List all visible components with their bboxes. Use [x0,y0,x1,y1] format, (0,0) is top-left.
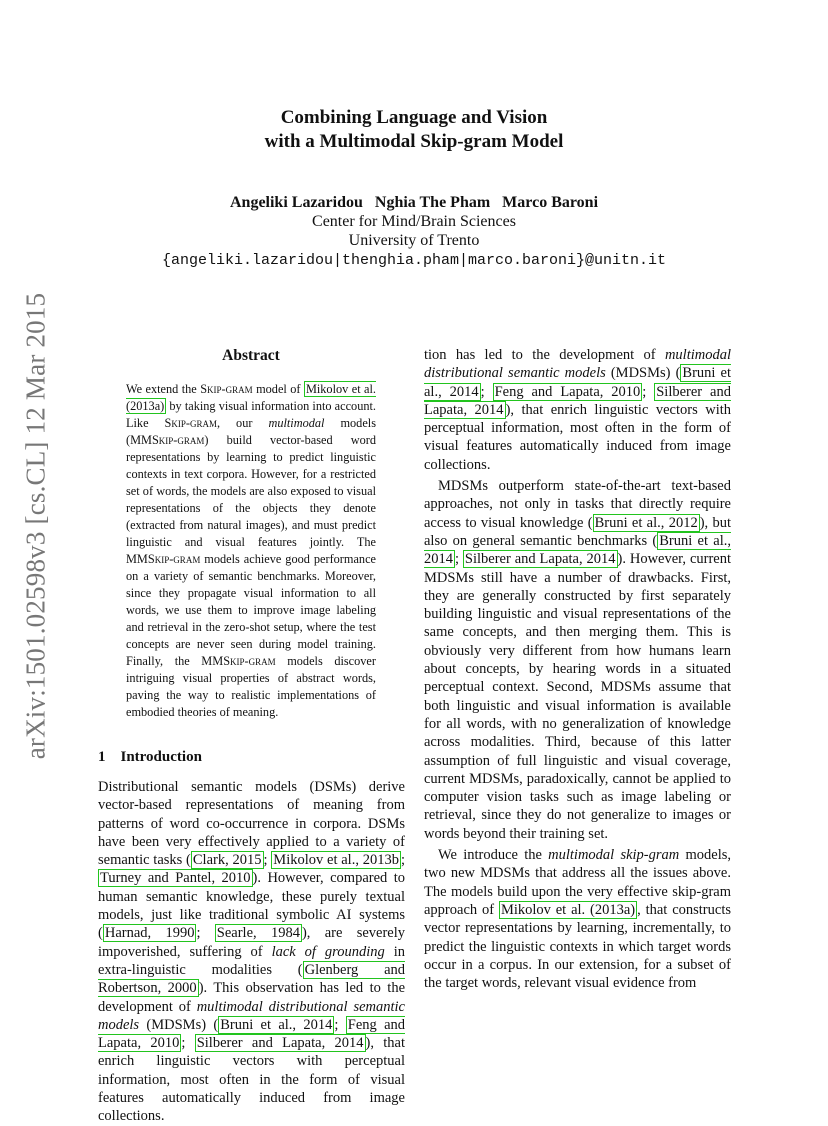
abstract-body: We extend the Skip-gram model of Mikolov et al. (2013a) by taking visual information into account. Like Skip-gram, our multimodal models (MMSkip-gram) build vector-based word representations by learning to predict linguistic contexts in text corpora. However, for a restricted set of words, the models are also exposed to visual representations of the objects they denote (extracted from natural images), and must predict linguistic and visual features jointly. The MMSkip-gram models achieve good performance on a variety of semantic benchmarks. Moreover, since they propagate visual information to all words, we use them to improve image labeling and retrieval in the zero-shot setup, where the test concepts are never seen during model training. Finally, the MMSkip-gram models discover intriguing visual properties of abstract words, paving the way to realistic implementations of embodied theories of meaning. [126,382,376,719]
citation-link[interactable]: Mikolov et al., 2013b [273,852,399,869]
paper-title-line-2: with a Multimodal Skip-gram Model [264,131,564,152]
paper-title-line-1: Combining Language and Vision [280,107,548,128]
right-column [424,346,732,992]
citation-link[interactable]: Feng and Lapata, 2010 [494,383,641,400]
citation-link[interactable]: Feng and Lapata, 2010 [98,1016,406,1052]
section-number: 1 [98,749,106,765]
author-emails: {angeliki.lazaridou|thenghia.pham|marco.baroni}@unitn.it [161,252,667,269]
citation-link[interactable]: Glenberg and Robertson, 2000 [98,961,406,997]
citation-link[interactable]: Silberer and Lapata, 2014 [424,383,731,418]
citation-link[interactable]: Bruni et al., 2012 [594,514,698,531]
citation-link[interactable]: Mikolov et al. (2013a) [500,901,636,918]
intro-paragraph-left: Distributional semantic models (DSMs) derive vector-based representations of meaning from patterns of word co-occurrence in corpora. DSMs have been very effectively applied to a variety of semantic tasks ( Clark, 2015 ; Mikolov et al., 2013b ; Turney and Pantel, 2010 ). However, compared to human semantic knowledge, these purely textual models, just like traditional symbolic AI systems ( Harnad, 1990 ; Searle, 1984 ), are severely impoverished, suffering of lack of grounding in extra-linguistic modalities ( Glenberg and Robertson, 2000 ). This observation has led to the development of multimodal distributional semantic models (MDSMs) ( Bruni et al., 2014 ; Feng and Lapata, 2010 ; Silberer and Lapata, 2014 ), that enrich linguistic vectors with perceptual information, most often in the form of visual features automatically induced from image collections. [98,779,406,1125]
author-list: Angeliki Lazaridou Nghia The Pham Marco Baroni [229,194,599,211]
arxiv-identifier-sidebar [16,286,56,766]
citation-link[interactable]: Bruni et al., 2014 [424,365,731,400]
section-heading-introduction [98,749,202,766]
citation-link[interactable]: Searle, 1984 [216,925,300,942]
affiliation-line-2: University of Trento [348,232,480,249]
citation-link[interactable]: Bruni et al., 2014 [220,1016,333,1033]
arxiv-identifier: arXiv:1501.02598v3 [cs.CL] 12 Mar 2015 [20,292,51,760]
intro-paragraph-continued: tion has led to the development of multimodal distributional semantic models (MDSMs) ( Bruni et al., 2014 ; Feng and Lapata, 2010 ; Silberer and Lapata, 2014 ), that enrich linguistic vectors with perceptual information, most often in the form of visual features automatically induced from image collections. [424,347,732,473]
intro-paragraph-2: MDSMs outperform state-of-the-art text-based approaches, not only in tasks that directly require access to visual knowledge ( Bruni et al., 2012 ), but also on general semantic benchmarks ( Bruni et al., 2014 ; Silberer and Lapata, 2014 ). However, current MDSMs still have a number of drawbacks. First, they are generally constructed by first separately building linguistic and visual representations of the same concepts, and then merging them. This is obviously very different from how humans learn about concepts, by hearing words in a situated perceptual context. Second, MDSMs assume that both linguistic and visual information is available for all words, with no generalization of knowledge across modalities. Third, because of this latter assumption of full linguistic and visual coverage, current MDSMs, paradoxically, cannot be applied to computer vision tasks such as image labeling or retrieval, since they do not generalize to images or words beyond their training set. [424,478,732,842]
citation-link[interactable]: Clark, 2015 [192,852,262,869]
citation-link[interactable]: Mikolov et al. (2013a) [126,382,376,413]
section-title: Introduction [120,749,202,765]
citation-link[interactable]: Bruni et al., 2014 [424,532,731,568]
abstract-heading: Abstract [222,347,280,364]
citation-link[interactable]: Silberer and Lapata, 2014 [196,1035,364,1052]
citation-link[interactable]: Harnad, 1990 [104,925,195,942]
intro-paragraph-3: We introduce the multimodal skip-gram models, two new MDSMs that address all the issues above. The models build upon the very effective skip-gram approach of Mikolov et al. (2013a) , that constructs vector representations by learning, incrementally, to predict the linguistic contexts in which target words occur in a corpus. In our extension, for a subset of the target words, relevant visual evidence from [424,847,732,992]
citation-link[interactable]: Turney and Pantel, 2010 [100,870,251,887]
citation-link[interactable]: Silberer and Lapata, 2014 [464,551,616,568]
affiliation-line-1: Center for Mind/Brain Sciences [312,213,516,230]
